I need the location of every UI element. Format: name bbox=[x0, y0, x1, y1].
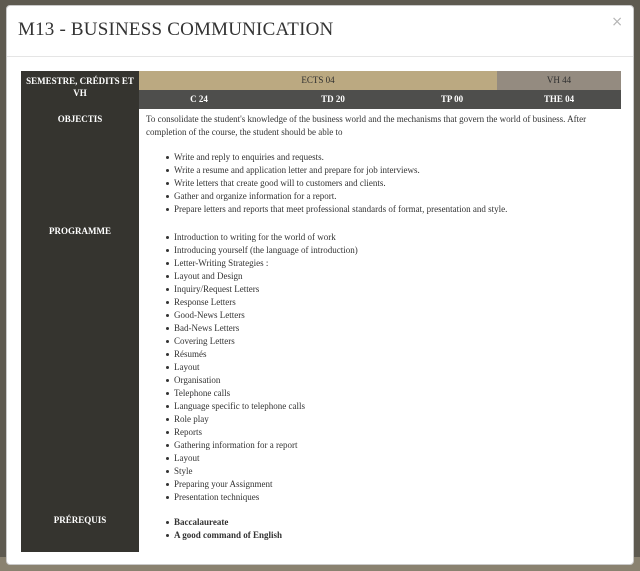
list-item: Introduction to writing for the world of work bbox=[166, 231, 621, 244]
list-item: Prepare letters and reports that meet professional standards of format, presentation and style. bbox=[166, 203, 621, 216]
objectives-label: OBJECTIS bbox=[21, 109, 139, 216]
list-item: Telephone calls bbox=[166, 387, 621, 400]
list-item: Introducing yourself (the language of introduction) bbox=[166, 244, 621, 257]
list-item: Style bbox=[166, 465, 621, 478]
objectives-content bbox=[139, 109, 621, 216]
list-item: Write a resume and application letter and prepare for job interviews. bbox=[166, 164, 621, 177]
list-item: Organisation bbox=[166, 374, 621, 387]
modal-title: M13 - BUSINESS COMMUNICATION bbox=[18, 19, 334, 40]
list-item: Layout bbox=[166, 361, 621, 374]
list-item: Good-News Letters bbox=[166, 309, 621, 322]
list-item: Write and reply to enquiries and requests. bbox=[166, 151, 621, 164]
ects-value: ECTS 04 bbox=[139, 71, 497, 90]
list-item: Preparing your Assignment bbox=[166, 478, 621, 491]
modal-header bbox=[7, 6, 633, 57]
programme-list bbox=[166, 231, 621, 504]
list-item: Bad-News Letters bbox=[166, 322, 621, 335]
prerequisites-list bbox=[166, 516, 621, 542]
list-item: Covering Letters bbox=[166, 335, 621, 348]
list-item: A good command of English bbox=[166, 529, 621, 542]
modal-body bbox=[21, 71, 621, 552]
vh-value bbox=[497, 71, 621, 90]
programme-content bbox=[139, 216, 621, 504]
list-item: Gather and organize information for a report. bbox=[166, 190, 621, 203]
list-item: Layout and Design bbox=[166, 270, 621, 283]
semester-label: SEMESTRE, CRÉDITS ET VH bbox=[21, 71, 139, 109]
prerequisites-content bbox=[139, 504, 621, 552]
hours-td: TD 20 bbox=[259, 90, 407, 109]
hours-the: THE 04 bbox=[497, 90, 621, 109]
list-item: Baccalaureate bbox=[166, 516, 621, 529]
hours-c: C 24 bbox=[139, 90, 259, 109]
vh-text: VH 44 bbox=[546, 75, 572, 85]
list-item: Role play bbox=[166, 413, 621, 426]
list-item: Inquiry/Request Letters bbox=[166, 283, 621, 296]
list-item: Résumés bbox=[166, 348, 621, 361]
objectives-text: To consolidate the student's knowledge of the business world and the mechanisms that govern the world of business. After completion of the course, the student should be able to bbox=[146, 114, 587, 137]
course-modal bbox=[6, 5, 634, 565]
list-item: Reports bbox=[166, 426, 621, 439]
objectives-list bbox=[166, 151, 621, 216]
list-item: Layout bbox=[166, 452, 621, 465]
list-item: Gathering information for a report bbox=[166, 439, 621, 452]
list-item: Presentation techniques bbox=[166, 491, 621, 504]
course-table bbox=[21, 71, 621, 552]
close-icon[interactable]: × bbox=[611, 14, 623, 30]
list-item: Response Letters bbox=[166, 296, 621, 309]
programme-label: PROGRAMME bbox=[21, 216, 139, 504]
prerequisites-label: PRÉREQUIS bbox=[21, 504, 139, 552]
list-item: Language specific to telephone calls bbox=[166, 400, 621, 413]
list-item: Write letters that create good will to customers and clients. bbox=[166, 177, 621, 190]
hours-tp: TP 00 bbox=[407, 90, 497, 109]
list-item: Letter-Writing Strategies : bbox=[166, 257, 621, 270]
